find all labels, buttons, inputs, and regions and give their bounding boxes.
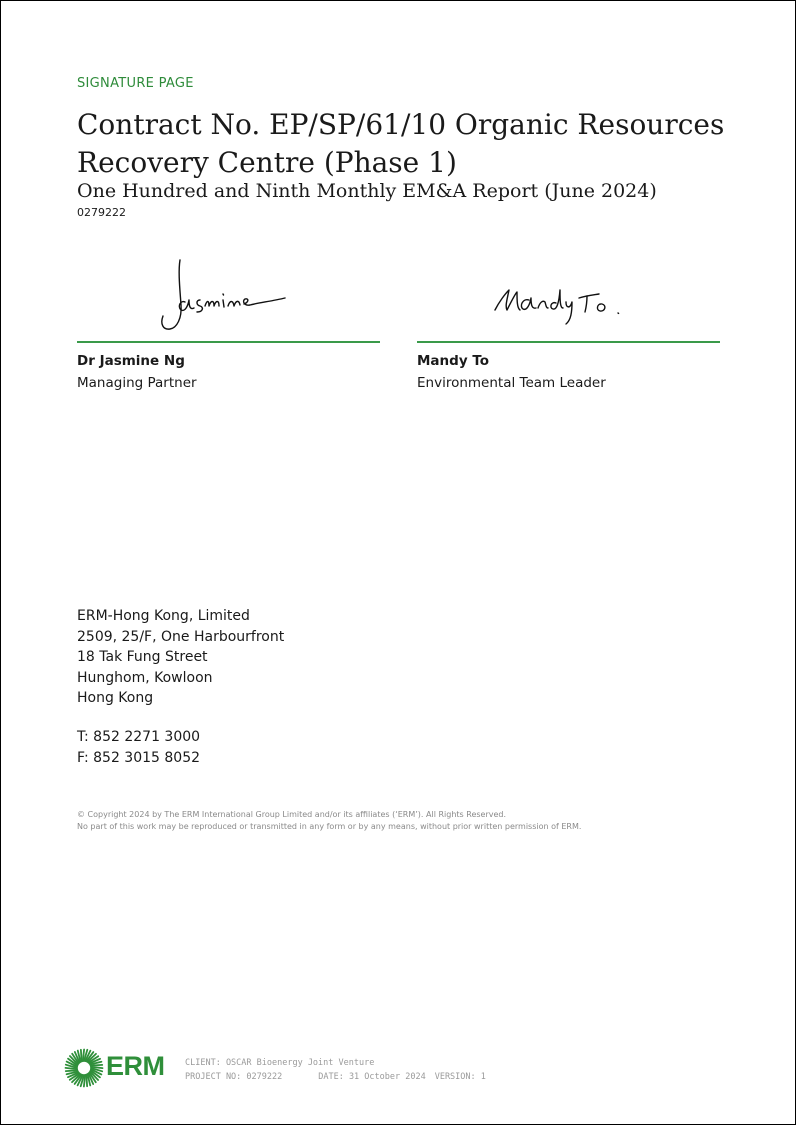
signature-block-jasmine-ng	[77, 250, 380, 391]
contact-details	[77, 727, 200, 768]
signatory-role: Environmental Team Leader	[417, 375, 606, 391]
erm-logo-text: ERM	[106, 1051, 165, 1081]
section-label: SIGNATURE PAGE	[77, 76, 194, 91]
copyright-line: No part of this work may be reproduced or transmitted in any form or by any means, without prior written permission of ERM.	[77, 822, 582, 831]
address-line: Hunghom, Kowloon	[77, 669, 213, 686]
copyright-line: © Copyright 2024 by The ERM International Group Limited and/or its affiliates (‘ERM’). All Rights Reserved.	[77, 810, 507, 819]
signature-block-mandy-to	[417, 250, 720, 391]
erm-logo-burst-icon	[64, 1048, 104, 1088]
page-footer	[64, 1048, 744, 1088]
footer-project-no: PROJECT NO: 0279222	[185, 1072, 283, 1082]
signature-line	[77, 341, 380, 343]
company-address	[77, 606, 284, 709]
signatory-name: Mandy To	[417, 353, 490, 369]
signatory-name: Dr Jasmine Ng	[77, 353, 185, 369]
address-line: 2509, 25/F, One Harbourfront	[77, 628, 285, 645]
address-line: 18 Tak Fung Street	[77, 649, 208, 665]
signature-image-mandy-to	[417, 250, 720, 340]
signatory-role: Managing Partner	[77, 375, 197, 391]
signature-line	[417, 341, 720, 343]
document-title: Contract No. EP/SP/61/10 Organic Resources Recovery Centre (Phase 1)	[77, 108, 725, 179]
telephone-number: T: 852 2271 3000	[77, 729, 201, 745]
footer-date: DATE: 31 October 2024	[318, 1072, 426, 1082]
project-code: 0279222	[77, 206, 126, 219]
document-subtitle: One Hundred and Ninth Monthly EM&A Report (June 2024)	[77, 180, 657, 202]
footer-meta	[185, 1056, 495, 1084]
address-company: ERM-Hong Kong, Limited	[77, 608, 250, 624]
address-line: Hong Kong	[77, 690, 154, 706]
signature-image-jasmine-ng	[77, 250, 380, 340]
erm-logo	[64, 1048, 174, 1088]
footer-client: CLIENT: OSCAR Bioenergy Joint Venture	[185, 1058, 375, 1068]
footer-version: VERSION: 1	[434, 1072, 486, 1082]
fax-number: F: 852 3015 8052	[77, 749, 201, 766]
copyright-notice	[77, 809, 581, 833]
